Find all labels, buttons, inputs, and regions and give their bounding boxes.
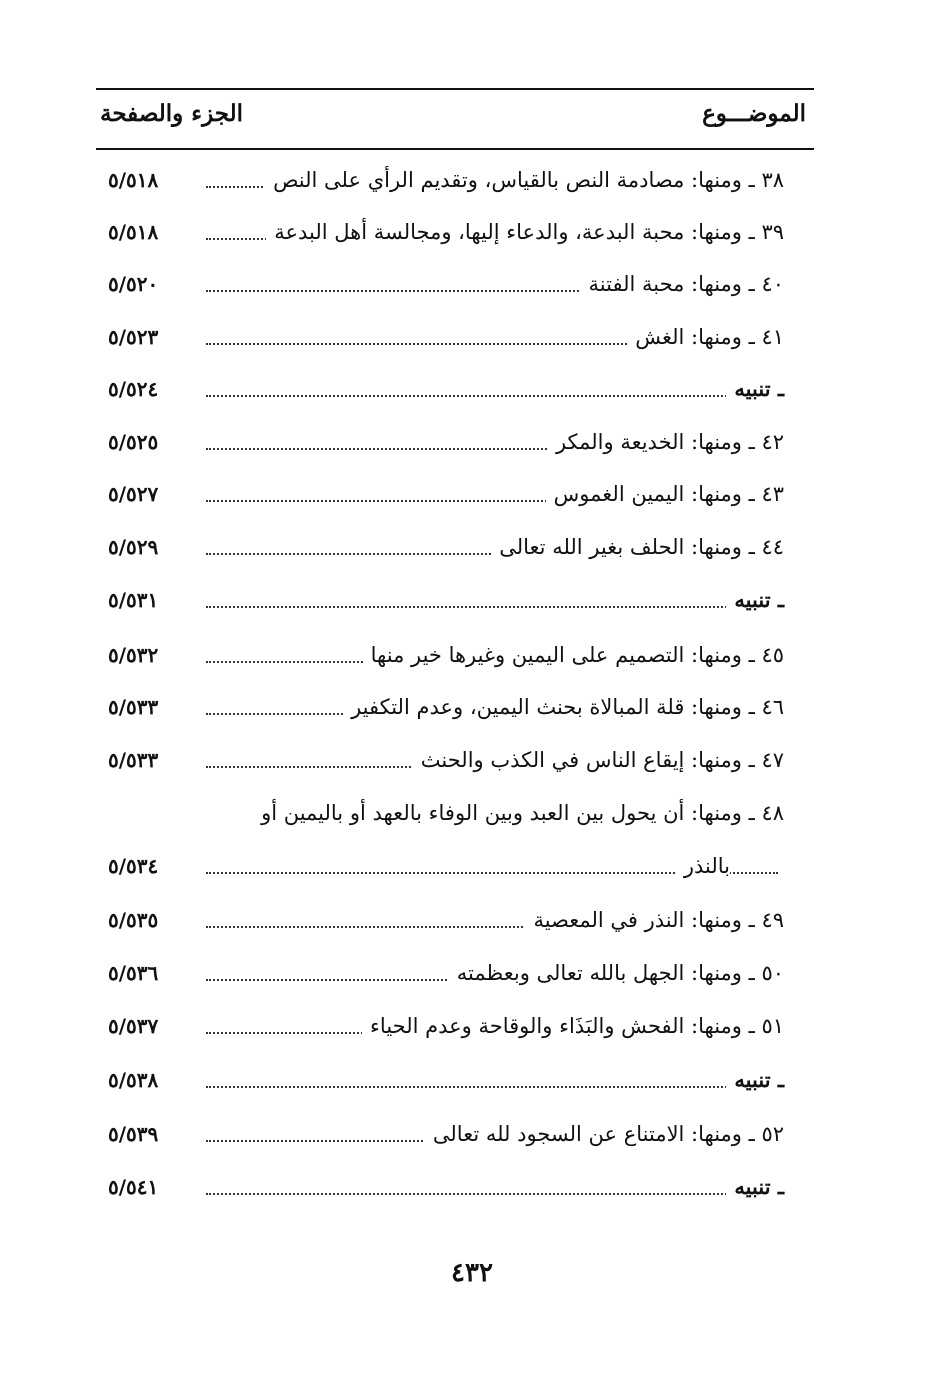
header-pages: الجزء والصفحة [100,100,244,127]
header-topic: الموضـــوع [702,100,806,127]
toc-entry-page: ٥/٥٣٣ [108,748,159,772]
toc-entry-text: ـ تنبيه [726,1060,784,1100]
toc-entry-text: ٤٤ ـ ومنها: الحلف بغير الله تعالى [491,527,784,567]
toc-entry-page: ٥/٥٣٣ [108,695,159,719]
toc-entry-text: ٤٧ ـ ومنها: إيقاع الناس في الكذب والحنث [413,740,784,780]
toc-row [96,740,814,780]
toc-row [96,1114,814,1154]
toc-row [96,953,814,993]
toc-entry-page: ٥/٥١٨ [108,220,159,244]
toc-entry-page: ٥/٥٣٢ [108,643,159,667]
toc-entry-text: ٤٣ ـ ومنها: اليمين الغموس [546,474,784,514]
toc-entry-page: ٥/٥٣١ [108,588,159,612]
toc-row [96,687,814,727]
toc-entry-page: ٥/٥٢٠ [108,272,159,296]
toc-entry-text: بالنذر [676,846,730,886]
toc-entry-text: ٤٥ ـ ومنها: التصميم على اليمين وغيرها خير منها [363,635,784,675]
leader-dots [206,395,778,397]
toc-entry-text: ٤٩ ـ ومنها: النذر في المعصية [525,900,784,940]
toc-entry-text: ٣٩ ـ ومنها: محبة البدعة، والدعاء إليها، ومجالسة أهل البدعة [266,212,784,252]
toc-row [96,422,814,462]
toc-row [96,160,814,200]
toc-entry-text: ٥٢ ـ ومنها: الامتناع عن السجود لله تعالى [425,1114,784,1154]
toc-entry-page: ٥/٥٤١ [108,1175,159,1199]
toc-row [96,1167,814,1207]
toc-entry-page: ٥/٥٣٩ [108,1122,159,1146]
toc-entry-page: ٥/٥٣٦ [108,961,159,985]
toc-row [96,264,814,304]
toc-entry-page: ٥/٥٢٥ [108,430,159,454]
toc-entry-text: ٤١ ـ ومنها: الغش [627,317,784,357]
toc-row [96,317,814,357]
toc-entry-page: ٥/٥٣٨ [108,1068,159,1092]
toc-entry-page: ٥/٥١٨ [108,168,159,192]
toc-row [96,1060,814,1100]
toc-entry-page: ٥/٥٣٤ [108,854,159,878]
toc-row [96,1006,814,1046]
toc-entry-text: ٤٦ ـ ومنها: قلة المبالاة بحنث اليمين، وعدم التكفير [343,687,784,727]
toc-entry-page: ٥/٥٢٧ [108,482,159,506]
toc-entry-page: ٥/٥٢٤ [108,377,159,401]
toc-entry-text: ٥١ ـ ومنها: الفحش والبَذَاء والوقاحة وعدم الحياء [362,1006,784,1046]
toc-row-continuation [96,846,814,886]
toc-row [96,527,814,567]
toc-entry-text: ـ تنبيه [726,580,784,620]
toc-row [96,369,814,409]
header-rule [96,148,814,150]
leader-dots [206,606,778,608]
toc-entry-text: ٥٠ ـ ومنها: الجهل بالله تعالى وبعظمته [449,953,784,993]
toc-entry-page: ٥/٥٣٧ [108,1014,159,1038]
toc-row [96,580,814,620]
toc-row [96,474,814,514]
toc-entry-text: ٤٨ ـ ومنها: أن يحول بين العبد وبين الوفاء بالعهد أو باليمين أو [253,793,784,833]
leader-dots [206,1193,778,1195]
toc-row [96,635,814,675]
toc-entry-text: ٣٨ ـ ومنها: مصادمة النص بالقياس، وتقديم الرأي على النص [265,160,784,200]
toc-entry-text: ـ تنبيه [726,369,784,409]
toc-entry-text: ـ تنبيه [726,1167,784,1207]
toc-row [96,900,814,940]
toc-entry-page: ٥/٥٣٥ [108,908,159,932]
toc-entry-text: ٤٢ ـ ومنها: الخديعة والمكر [548,422,784,462]
leader-dots [206,1086,778,1088]
page-number: ٤٣٢ [451,1258,493,1288]
toc-row [96,212,814,252]
toc-entry-page: ٥/٥٢٩ [108,535,159,559]
top-rule [96,88,814,90]
toc-entry-page: ٥/٥٢٣ [108,325,159,349]
toc-row [96,793,814,833]
toc-entry-text: ٤٠ ـ ومنها: محبة الفتنة [581,264,784,304]
